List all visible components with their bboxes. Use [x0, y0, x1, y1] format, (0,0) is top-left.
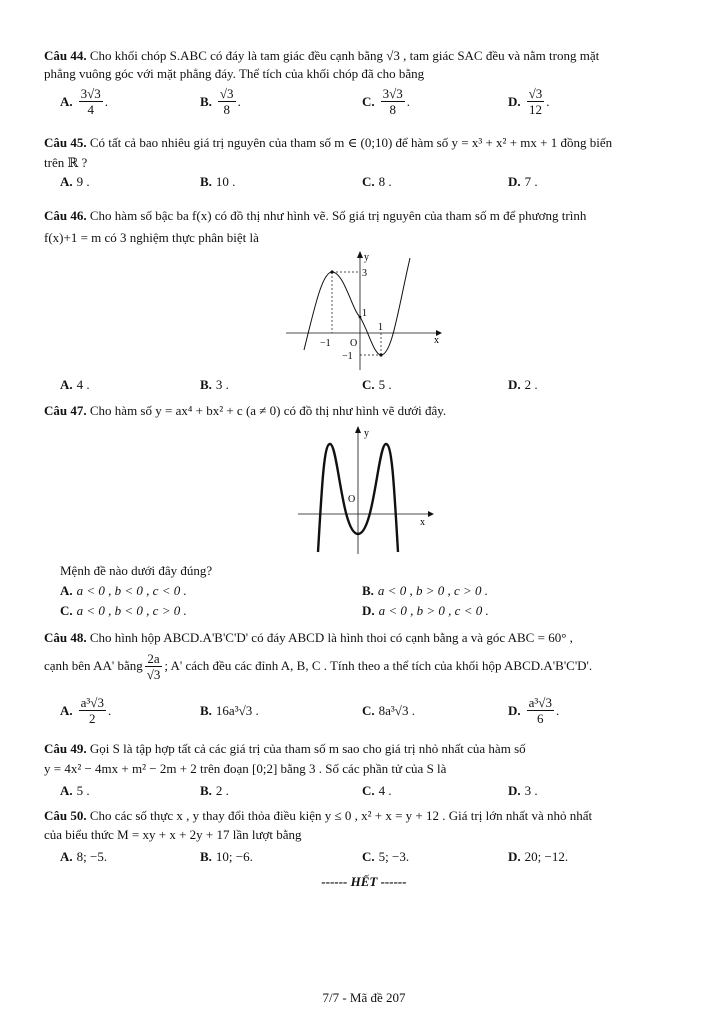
q46-label: Câu 46.	[44, 208, 87, 223]
page-footer: 7/7 - Mã đề 207	[322, 990, 406, 1005]
q46-line2: f(x)+1 = m có 3 nghiệm thực phân biệt là	[44, 230, 259, 245]
q45-option-d[interactable]: D. 7 .	[508, 174, 538, 189]
q48-text1: Cho hình hộp ABCD.A'B'C'D' có đáy ABCD là hình thoi có cạnh bằng a và góc ABC = 60° ,	[89, 630, 573, 645]
q46-line1	[44, 208, 688, 224]
q44-line2: phẳng vuông góc với mặt phẳng đáy. Thể tích của khối chóp đã cho bằng	[44, 66, 425, 81]
q46-option-c[interactable]: C. 5 .	[362, 377, 392, 392]
q48-option-a[interactable]: A. $\frac{\text{a³√3}}{2}$ .	[60, 695, 112, 726]
tick-1: 1	[362, 308, 367, 319]
quartic-graph	[296, 424, 436, 556]
q44-option-c[interactable]: C. $\frac{3√3}{8}$ .	[362, 86, 411, 117]
q44-option-a[interactable]: A. $\frac{3√3}{4}$ .	[60, 86, 109, 117]
q47-option-a[interactable]: A. a < 0 , b < 0 , c < 0 .	[60, 583, 187, 598]
q48-label: Câu 48.	[44, 630, 87, 645]
q46-option-d[interactable]: D. 2 .	[508, 377, 538, 392]
q47-label: Câu 47.	[44, 403, 87, 418]
graph-y-label: y	[364, 252, 369, 263]
q46-option-b[interactable]: B. 3 .	[200, 377, 229, 392]
q48-line2: cạnh bên AA' bằng $\frac{2a}{√3}$ ; A' cách đều các đỉnh A, B, C . Tính theo a thể tích của khối hộp ABCD.A'B'C'D'.	[44, 650, 593, 682]
q49-option-d[interactable]: D. 3 .	[508, 783, 538, 798]
q45-label: Câu 45.	[44, 135, 87, 150]
q45-option-b[interactable]: B. 10 .	[200, 174, 236, 189]
q48-option-b[interactable]: B. 16a³√3 .	[200, 703, 259, 718]
q50-line2: của biểu thức M = xy + x + 2y + 17 lần lượt bằng	[44, 827, 302, 842]
tick-y-minus-1: −1	[342, 351, 353, 362]
end-marker: ------ HẾT ------	[321, 874, 407, 889]
q47-prompt: Mệnh đề nào dưới đây đúng?	[60, 563, 213, 578]
q47-text1: Cho hàm số y = ax⁴ + bx² + c (a ≠ 0) có đồ thị như hình vẽ dưới đây.	[89, 403, 447, 418]
q45-text1: Có tất cả bao nhiêu giá trị nguyên của tham số m ∈ (0;10) để hàm số y = x³ + x² + mx + 1 đồng biến	[89, 135, 613, 150]
q47-line1	[44, 403, 688, 419]
q44-label: Câu 44.	[44, 48, 87, 63]
q48-options	[60, 695, 688, 731]
q50-option-d[interactable]: D. 20; −12.	[508, 849, 569, 864]
q49-option-b[interactable]: B. 2 .	[200, 783, 229, 798]
q44-option-b[interactable]: B. $\frac{√3}{8}$ .	[200, 86, 241, 117]
q45-line2: trên ℝ ?	[44, 155, 88, 170]
q45-option-a[interactable]: A. 9 .	[60, 174, 90, 189]
q46-option-a[interactable]: A. 4 .	[60, 377, 90, 392]
q49-label: Câu 49.	[44, 741, 87, 756]
q50-option-b[interactable]: B. 10; −6.	[200, 849, 253, 864]
q49-option-c[interactable]: C. 4 .	[362, 783, 392, 798]
q45-line1	[44, 135, 688, 151]
origin-label: O	[350, 338, 358, 349]
q50-option-a[interactable]: A. 8; −5.	[60, 849, 108, 864]
tick-x-minus-1: −1	[320, 338, 331, 349]
q46-text1: Cho hàm số bậc ba f(x) có đồ thị như hình vẽ. Số giá trị nguyên của tham số m để phương trình	[89, 208, 587, 223]
q47-option-b[interactable]: B. a < 0 , b > 0 , c > 0 .	[362, 583, 489, 598]
tick-x-1: 1	[378, 322, 383, 333]
q49-line1	[44, 741, 688, 757]
q50-option-c[interactable]: C. 5; −3.	[362, 849, 410, 864]
graph-y-label: y	[364, 428, 369, 439]
q50-text1: Cho các số thực x , y thay đổi thỏa điều kiện y ≤ 0 , x² + x = y + 12 . Giá trị lớn nhất và nhỏ nhất	[89, 808, 593, 823]
tick-3: 3	[362, 268, 367, 279]
graph-x-label: x	[434, 335, 439, 346]
q45-option-c[interactable]: C. 8 .	[362, 174, 392, 189]
q44-option-d[interactable]: D. $\frac{√3}{12}$ .	[508, 86, 550, 117]
q47-options-row2	[60, 603, 688, 633]
q45-options	[60, 174, 688, 204]
q44-options	[60, 86, 688, 116]
q49-option-a[interactable]: A. 5 .	[60, 783, 90, 798]
origin-label: O	[348, 494, 356, 505]
y-axis-arrow	[357, 251, 363, 258]
q48-line1	[44, 630, 688, 646]
q49-text1: Gọi S là tập hợp tất cả các giá trị của tham số m sao cho giá trị nhỏ nhất của hàm số	[89, 741, 526, 756]
q49-line2: y = 4x² − 4mx + m² − 2m + 2 trên đoạn [0;2] bằng 3 . Số các phần tử của S là	[44, 761, 447, 776]
q47-option-c[interactable]: C. a < 0 , b < 0 , c > 0 .	[60, 603, 187, 618]
cubic-graph	[286, 250, 446, 372]
q44-line1	[44, 48, 688, 64]
q44-text1: Cho khối chóp S.ABC có đáy là tam giác đều cạnh bằng √3 , tam giác SAC đều và nằm trong mặt	[89, 48, 600, 63]
q48-option-c[interactable]: C. 8a³√3 .	[362, 703, 415, 718]
q50-line1	[44, 808, 688, 824]
q48-option-d[interactable]: D. $\frac{\text{a³√3}}{6}$ .	[508, 695, 560, 726]
graph-x-label: x	[420, 517, 425, 528]
q50-label: Câu 50.	[44, 808, 87, 823]
q47-option-d[interactable]: D. a < 0 , b > 0 , c < 0 .	[362, 603, 489, 618]
